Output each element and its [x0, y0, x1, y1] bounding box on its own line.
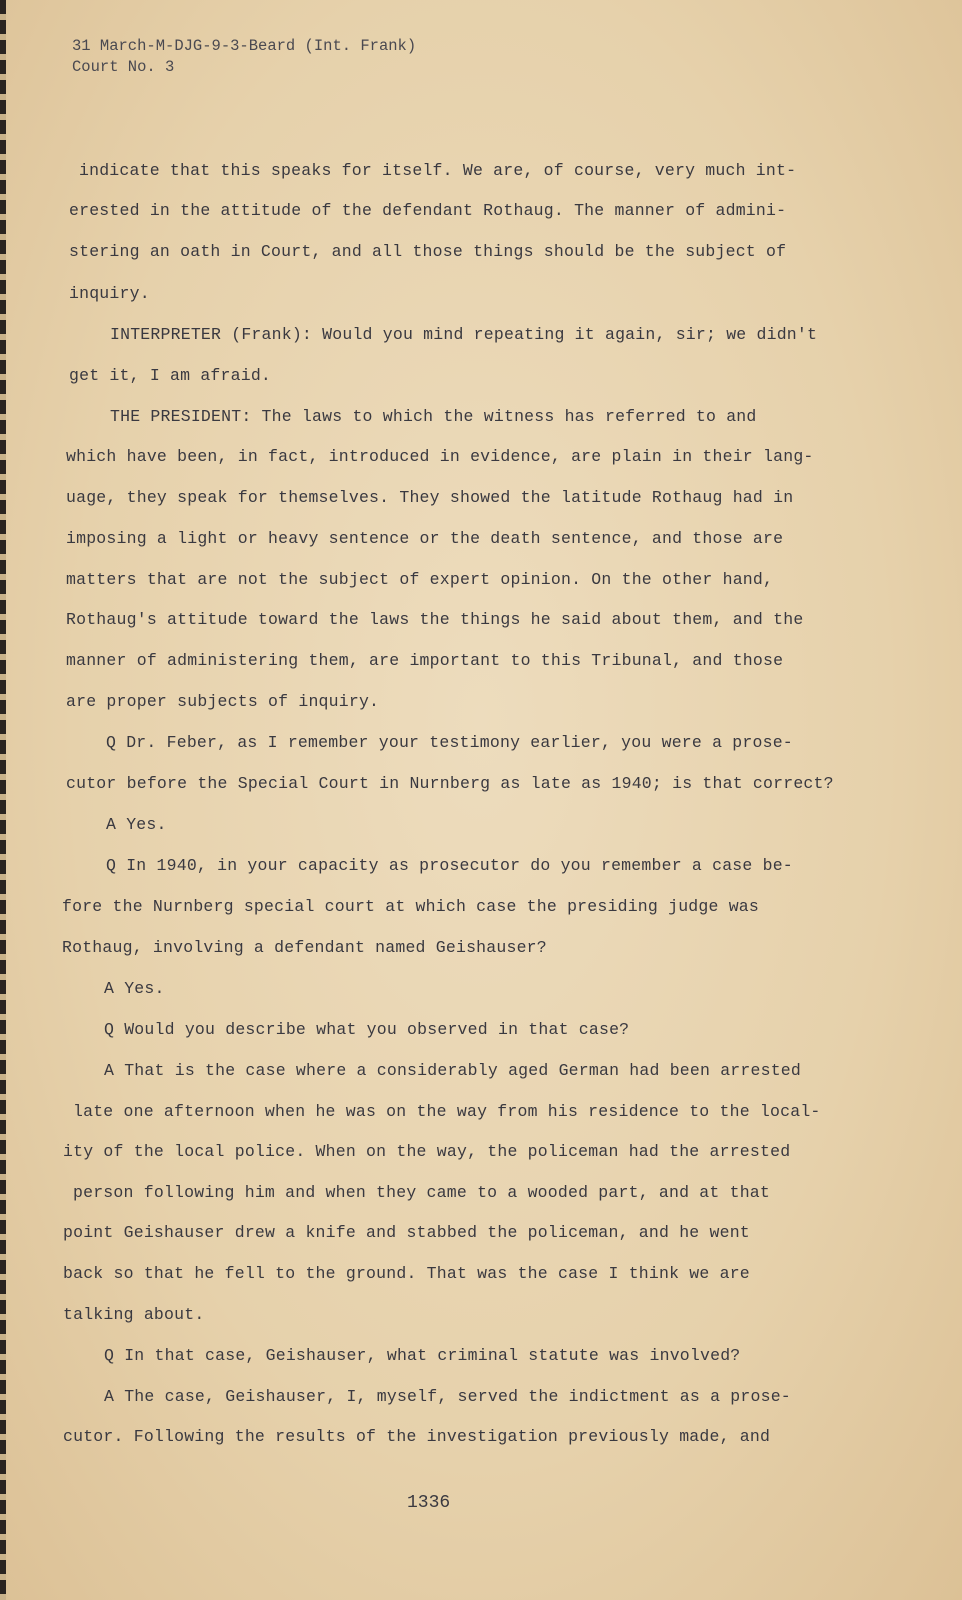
text-line: are proper subjects of inquiry. — [66, 692, 380, 711]
text-line: A That is the case where a considerably aged German had been arrested — [104, 1061, 802, 1080]
text-line: Q Would you describe what you observed in that case? — [104, 1020, 630, 1039]
header-line-1: 31 March-M-DJG-9-3-Beard (Int. Frank) — [72, 37, 417, 55]
text-line: Rothaug's attitude toward the laws the things he said about them, and the — [66, 610, 804, 629]
text-line: get it, I am afraid. — [69, 366, 272, 385]
text-line: person following him and when they came to a wooded part, and at that — [73, 1183, 771, 1202]
text-line: cutor. Following the results of the investigation previously made, and — [63, 1427, 771, 1446]
text-line: indicate that this speaks for itself. We are, of course, very much int- — [79, 161, 797, 180]
page-number: 1336 — [407, 1493, 451, 1513]
text-line: manner of administering them, are important to this Tribunal, and those — [66, 651, 784, 670]
text-line: Rothaug, involving a defendant named Geishauser? — [62, 938, 547, 957]
text-line: talking about. — [63, 1305, 205, 1324]
text-line: imposing a light or heavy sentence or the death sentence, and those are — [66, 529, 784, 548]
text-line: A Yes. — [106, 815, 167, 834]
text-line: point Geishauser drew a knife and stabbed the policeman, and he went — [63, 1223, 750, 1242]
text-line: INTERPRETER (Frank): Would you mind repeating it again, sir; we didn't — [110, 325, 818, 344]
text-line: A The case, Geishauser, I, myself, served the indictment as a prose- — [104, 1387, 791, 1406]
text-line: fore the Nurnberg special court at which case the presiding judge was — [62, 897, 760, 916]
text-line: Q In 1940, in your capacity as prosecutor do you remember a case be- — [106, 856, 793, 875]
text-line: inquiry. — [69, 284, 150, 303]
text-line: uage, they speak for themselves. They showed the latitude Rothaug had in — [66, 488, 794, 507]
text-line: matters that are not the subject of expert opinion. On the other hand, — [66, 570, 774, 589]
text-line: Q In that case, Geishauser, what criminal statute was involved? — [104, 1346, 741, 1365]
text-line: THE PRESIDENT: The laws to which the witness has referred to and — [110, 407, 757, 426]
text-line: erested in the attitude of the defendant Rothaug. The manner of admini- — [69, 201, 787, 220]
text-line: which have been, in fact, introduced in evidence, are plain in their lang- — [66, 447, 814, 466]
text-line: back so that he fell to the ground. That was the case I think we are — [63, 1264, 750, 1283]
text-line: Q Dr. Feber, as I remember your testimony earlier, you were a prose- — [106, 733, 793, 752]
binding-holes — [0, 0, 6, 1600]
text-line: A Yes. — [104, 979, 165, 998]
header-line-2: Court No. 3 — [72, 58, 175, 76]
text-line: stering an oath in Court, and all those things should be the subject of — [69, 242, 787, 261]
text-line: ity of the local police. When on the way, the policeman had the arrested — [63, 1142, 791, 1161]
text-line: late one afternoon when he was on the way from his residence to the local- — [73, 1102, 821, 1121]
text-line: cutor before the Special Court in Nurnberg as late as 1940; is that correct? — [66, 774, 834, 793]
page-header — [72, 36, 416, 78]
